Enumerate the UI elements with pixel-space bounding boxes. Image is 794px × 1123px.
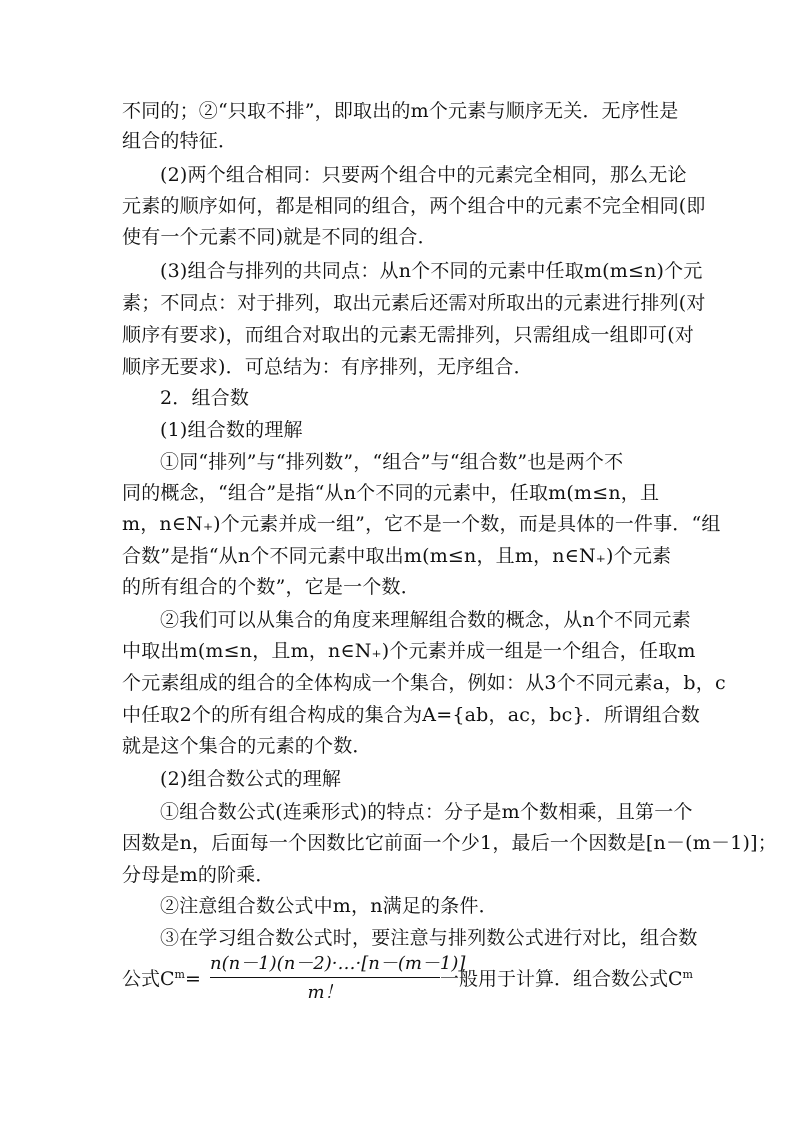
text-line: m，n∈N₊)个元素并成一组”，它不是一个数，而是具体的一件事．“组 bbox=[122, 513, 721, 535]
text-line: ①组合数公式(连乘形式)的特点：分子是m个数相乘，且第一个 bbox=[160, 801, 693, 823]
text-line: 使有一个元素不同)就是不同的组合． bbox=[122, 226, 437, 248]
text-line: 不同的；②“只取不排”，即取出的m个元素与顺序无关．无序性是 bbox=[122, 100, 679, 122]
text-line: 的所有组合的个数”，它是一个数． bbox=[122, 576, 420, 598]
formula-lead-text: 公式C bbox=[122, 968, 175, 990]
text-line: (2)两个组合相同：只要两个组合中的元素完全相同，那么无论 bbox=[160, 164, 687, 186]
subsection-heading: (2)组合数公式的理解 bbox=[160, 768, 342, 790]
text-line: 顺序有要求)，而组合对取出的元素无需排列，只需组成一组即可(对 bbox=[122, 324, 695, 346]
text-line: 素；不同点：对于排列，取出元素后还需对所取出的元素进行排列(对 bbox=[122, 292, 706, 314]
text-line: 因数是n，后面每一个因数比它前面一个少1，最后一个因数是[n－(m－1)]； bbox=[122, 832, 777, 854]
formula-line bbox=[122, 950, 693, 1010]
fraction-bar bbox=[210, 977, 440, 978]
text-line: 个元素组成的组合的全体构成一个集合，例如：从3个不同元素a，b，c bbox=[122, 672, 726, 694]
formula-tail bbox=[440, 964, 693, 991]
formula-lead bbox=[122, 964, 201, 991]
formula-tail-text: 一般用于计算．组合数公式C bbox=[440, 968, 683, 990]
text-line: 中任取2个的所有组合构成的集合为A={ab，ac，bc}．所谓组合数 bbox=[122, 704, 700, 726]
formula-equals: = bbox=[184, 968, 201, 990]
formula-lead-superscript: m bbox=[174, 968, 185, 981]
text-line: 同的概念，“组合”是指“从n个不同的元素中，任取m(m≤n，且 bbox=[122, 482, 660, 504]
text-line: 组合的特征． bbox=[122, 130, 238, 152]
text-line: (3)组合与排列的共同点：从n个不同的元素中任取m(m≤n)个元 bbox=[160, 260, 703, 282]
text-line: ③在学习组合数公式时，要注意与排列数公式进行对比，组合数 bbox=[160, 927, 698, 949]
combination-fraction bbox=[210, 952, 466, 1005]
text-line: ②注意组合数公式中m，n满足的条件． bbox=[160, 895, 498, 917]
text-line: 元素的顺序如何，都是相同的组合，两个组合中的元素不完全相同(即 bbox=[122, 195, 706, 217]
section-heading: 2．组合数 bbox=[160, 387, 250, 409]
subsection-heading: (1)组合数的理解 bbox=[160, 419, 303, 441]
text-line: ①同“排列”与“排列数”，“组合”与“组合数”也是两个不 bbox=[160, 451, 624, 473]
text-line: 顺序无要求)．可总结为：有序排列，无序组合． bbox=[122, 356, 533, 378]
text-line: 合数”是指“从n个不同元素中取出m(m≤n，且m，n∈N₊)个元素 bbox=[122, 545, 672, 567]
fraction-numerator: n(n－1)(n－2)·…·[n－(m－1)] bbox=[210, 953, 466, 974]
text-line: 分母是m的阶乘． bbox=[122, 864, 275, 886]
text-line: ②我们可以从集合的角度来理解组合数的概念，从n个不同元素 bbox=[160, 609, 691, 631]
fraction-denominator: m！ bbox=[307, 982, 343, 1003]
text-line: 中取出m(m≤n，且m，n∈N₊)个元素并成一组是一个组合，任取m bbox=[122, 640, 696, 662]
text-line: 就是这个集合的元素的个数． bbox=[122, 735, 372, 757]
formula-tail-superscript: m bbox=[682, 968, 693, 981]
